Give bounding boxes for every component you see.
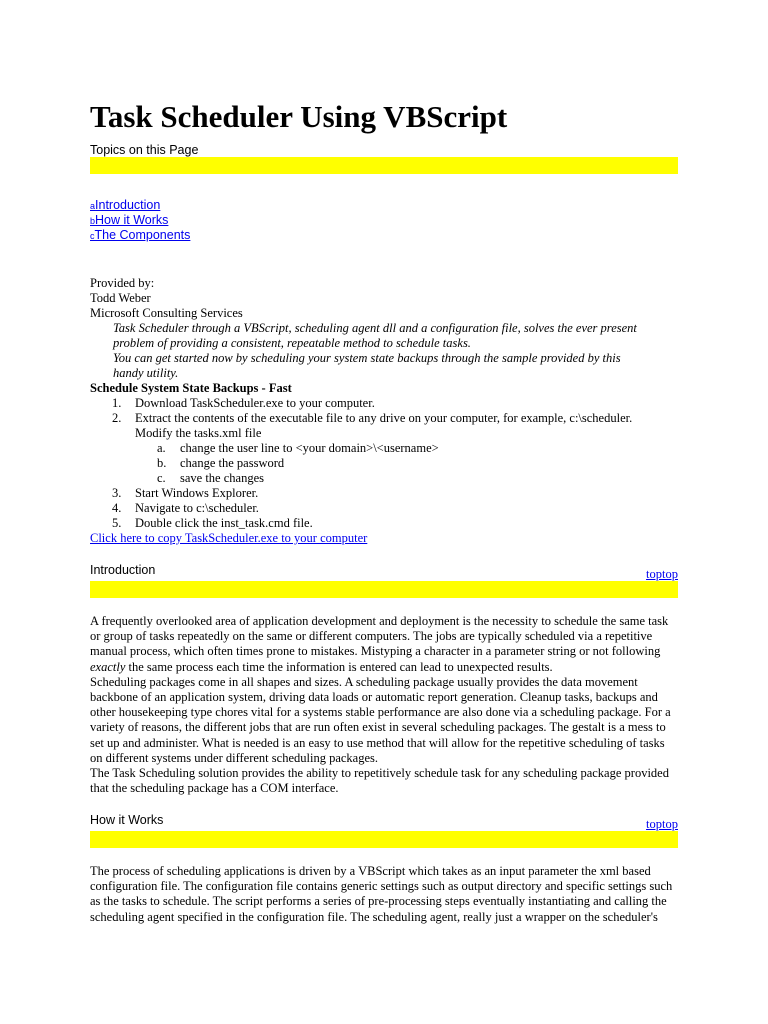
step-text: Double click the inst_task.cmd file. — [135, 516, 313, 530]
toc-item-introduction[interactable] — [90, 198, 160, 214]
step-number: 3. — [112, 486, 122, 500]
steps-list-continued — [90, 486, 678, 531]
list-item — [90, 441, 678, 456]
provided-by-block — [90, 276, 678, 546]
introduction-paragraph: The Task Scheduling solution provides the ability to repetitively schedule task for any scheduling package provided that the scheduling package has a COM interface. — [90, 766, 669, 796]
summary-paragraph: You can get started now by scheduling your system state backups through the sample provided by this handy utility. — [113, 351, 621, 380]
substep-letter: a. — [157, 441, 166, 455]
step-number: 2. — [112, 411, 122, 425]
author-name: Todd Weber — [90, 291, 151, 305]
toc-letter: c — [90, 231, 95, 241]
author-org: Microsoft Consulting Services — [90, 306, 243, 320]
topics-heading: Topics on this Page — [90, 143, 199, 157]
substep-letter: b. — [157, 456, 167, 470]
section-heading-how-it-works: How it Works — [90, 813, 164, 827]
list-item — [90, 486, 678, 501]
steps-list — [90, 396, 678, 441]
substep-text: change the password — [180, 456, 285, 470]
backup-heading: Schedule System State Backups - Fast — [90, 381, 292, 395]
substeps-list — [90, 441, 678, 486]
text-run: the same process each time the information is entered can lead to unexpected results. — [125, 659, 553, 674]
toc-link-how-it-works[interactable]: How it Works — [95, 213, 169, 227]
list-item — [90, 516, 678, 531]
toc-link-the-components[interactable]: The Components — [94, 228, 191, 242]
highlight-bar — [90, 581, 678, 598]
list-item — [90, 501, 678, 516]
summary-text — [90, 321, 653, 381]
how-it-works-paragraph: The process of scheduling applications is driven by a VBScript which takes as an input parameter the xml based configuration file. The configuration file contains generic settings such as output directory and specific settings such as the tasks to schedule. The script performs a series of pre-processing steps eventually instantiating and calling the scheduling agent specified in the configuration file. The scheduling agent, really just a wrapper on the scheduler's — [90, 864, 673, 924]
step-text-continued: Modify the tasks.xml file — [135, 426, 262, 440]
section-heading-introduction: Introduction — [90, 563, 156, 577]
substep-text: save the changes — [180, 471, 264, 485]
copy-taskscheduler-link[interactable]: Click here to copy TaskScheduler.exe to your computer — [90, 531, 368, 545]
toc-link-introduction[interactable]: Introduction — [95, 198, 161, 212]
how-it-works-body — [90, 864, 678, 925]
highlight-bar — [90, 157, 678, 174]
step-number: 4. — [112, 501, 122, 515]
page-title: Task Scheduler Using VBScript — [90, 99, 508, 134]
top-link-introduction[interactable]: toptop — [646, 567, 678, 581]
text-run: A frequently overlooked area of application development and deployment is the necessity to schedule the same task or group of tasks repeatedly on the same or different computers. The jobs are typically scheduled via a repetitive manual process, which often times prone to mistakes. Mistyping a character in a parameter string or not following — [90, 614, 669, 659]
step-text: Extract the contents of the executable file to any drive on your computer, for example, c:\scheduler. — [135, 411, 633, 425]
list-item — [90, 456, 678, 471]
toc-item-the-components[interactable] — [90, 228, 190, 244]
list-item — [90, 471, 678, 486]
step-text: Download TaskScheduler.exe to your computer. — [135, 396, 375, 410]
highlight-bar — [90, 831, 678, 848]
introduction-paragraph — [90, 614, 678, 675]
introduction-paragraph: Scheduling packages come in all shapes and sizes. A scheduling package usually provides the data movement backbone of an application system, driving data loads or automatic report generation. Cleanup tasks, backups and other housekeeping type chores vital for a systems stable performance are also done via a scheduling package. For a variety of reasons, the different jobs that are run often exist in several scheduling packages. The gestalt is a mess to set up and administer. What is needed is an easy to use method that will allow for the repetitive scheduling of tasks on different systems under different scheduling packages. — [90, 674, 671, 765]
substep-text: change the user line to <your domain>\<username> — [180, 441, 439, 455]
step-text: Navigate to c:\scheduler. — [135, 501, 259, 515]
step-number: 5. — [112, 516, 122, 530]
toc-letter: b — [90, 216, 96, 226]
step-number: 1. — [112, 396, 122, 410]
list-item — [90, 411, 678, 441]
toc-letter: a — [90, 201, 96, 211]
emphasis-text: exactly — [90, 659, 126, 674]
list-item — [90, 396, 678, 411]
substep-letter: c. — [157, 471, 166, 485]
step-text: Start Windows Explorer. — [135, 486, 259, 500]
introduction-body — [90, 614, 678, 796]
summary-paragraph: Task Scheduler through a VBScript, scheduling agent dll and a configuration file, solves the ever present problem of providing a consistent, repeatable method to schedule tasks. — [113, 321, 637, 350]
top-link-how-it-works[interactable]: toptop — [646, 817, 678, 831]
toc-item-how-it-works[interactable] — [90, 213, 168, 229]
provided-by-label: Provided by: — [90, 276, 155, 290]
